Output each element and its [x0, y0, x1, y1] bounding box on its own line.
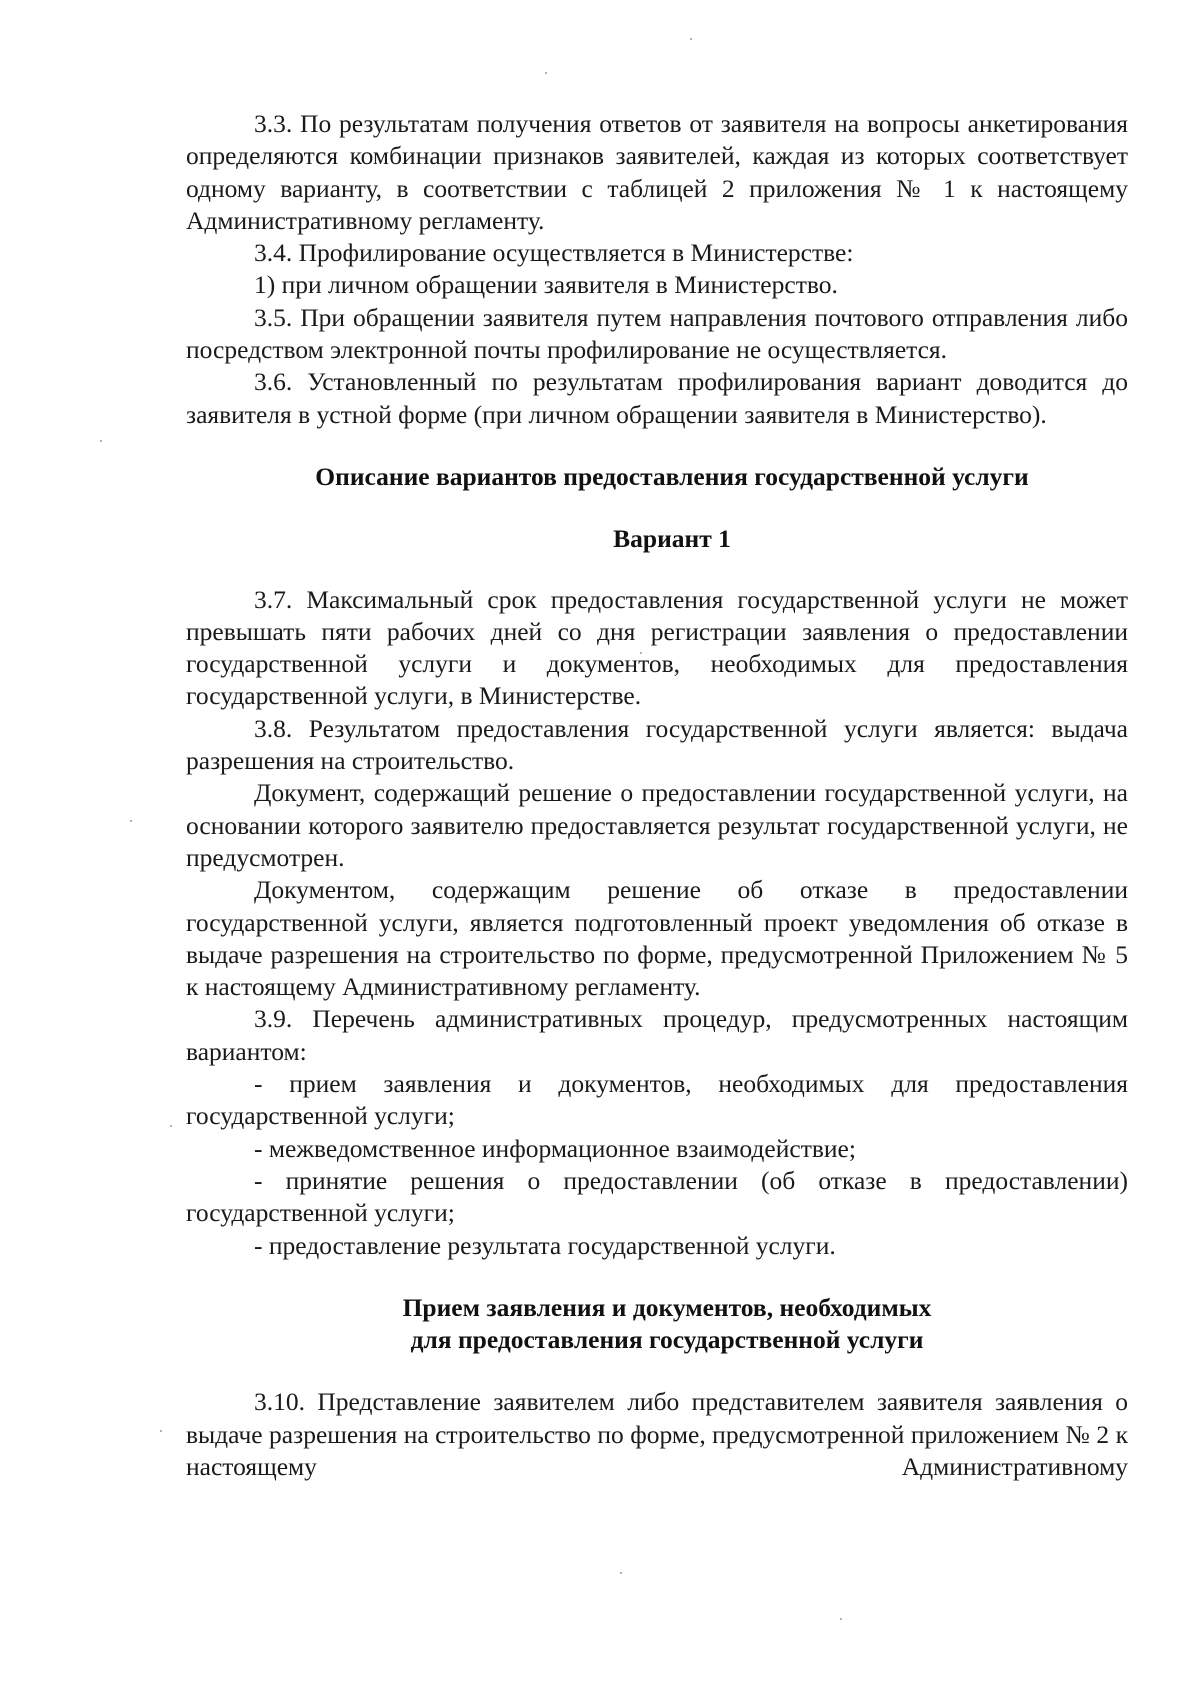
heading-variants-description: Описание вариантов предоставления государственной услуги — [315, 461, 1029, 491]
paragraph-3-7: 3.7. Максимальный срок предоставления государственной услуги не может превышать пяти рабочих дней со дня регистрации заявления о предоставлении государственной услуги и документов, необходимых для предоставления государственной услуги, в Министерстве. — [186, 584, 1128, 711]
paragraph-3-8: 3.8. Результатом предоставления государственной услуги является: выдача разрешения на строительство. — [186, 713, 1128, 776]
scan-speck — [545, 72, 547, 74]
scan-speck — [160, 1430, 162, 1432]
procedure-list-item: - прием заявления и документов, необходимых для предоставления государственной услуги; — [186, 1069, 1128, 1131]
scan-speck — [130, 820, 132, 822]
paragraph-3-4: 3.4. Профилирование осуществляется в Министерстве: — [254, 238, 854, 268]
procedure-list-item: - принятие решения о предоставлении (об отказе в предоставлении) государственной услуги; — [186, 1165, 1128, 1228]
heading-reception-line-2: для предоставления государственной услуги — [410, 1325, 924, 1355]
paragraph-3-5: 3.5. При обращении заявителя путем направления почтового отправления либо посредством электронной почты профилирование не осуществляется. — [186, 302, 1128, 365]
paragraph-3-4-item-1: 1) при личном обращении заявителя в Министерство. — [254, 270, 838, 300]
paragraph-refusal-document: Документом, содержащим решение об отказе в предоставлении государственной услуги, является подготовленный проект уведомления об отказе в выдаче разрешения на строительство по форме, предусмотренной Приложением № 5 к настоящему Административному регламенту. — [186, 875, 1128, 1002]
scan-speck — [100, 440, 102, 442]
scan-speck — [690, 38, 692, 40]
paragraph-3-6: 3.6. Установленный по результатам профилирования вариант доводится до заявителя в устной форме (при личном обращении заявителя в Министерство). — [186, 367, 1128, 429]
document-body — [186, 108, 1128, 1483]
heading-reception-line-1: Прием заявления и документов, необходимых — [402, 1292, 932, 1322]
scan-speck — [620, 1572, 622, 1574]
paragraph-3-10: 3.10. Представление заявителем либо представителем заявителя заявления о выдаче разрешения на строительство по форме, предусмотренной приложением № 2 к настоящему Административному — [186, 1387, 1128, 1481]
paragraph-3-9: 3.9. Перечень административных процедур, предусмотренных настоящим вариантом: — [186, 1004, 1128, 1066]
paragraph-3-3: 3.3. По результатам получения ответов от заявителя на вопросы анкетирования определяются комбинации признаков заявителей, каждая из которых соответствует одному варианту, в соответствии с таблицей 2 приложения № 1 к настоящему Административному регламенту. — [186, 109, 1128, 235]
heading-reception-of-application — [186, 1292, 1128, 1357]
paragraph-decision-document: Документ, содержащий решение о предоставлении государственной услуги, на основании которого заявителю предоставляется результат государственной услуги, не предусмотрен. — [186, 778, 1128, 872]
scan-speck — [170, 1125, 172, 1127]
procedure-list-item: - предоставление результата государственной услуги. — [254, 1230, 836, 1260]
heading-variant-1: Вариант 1 — [613, 524, 731, 554]
procedure-list-item: - межведомственное информационное взаимодействие; — [254, 1133, 856, 1163]
scan-speck — [840, 1618, 842, 1620]
